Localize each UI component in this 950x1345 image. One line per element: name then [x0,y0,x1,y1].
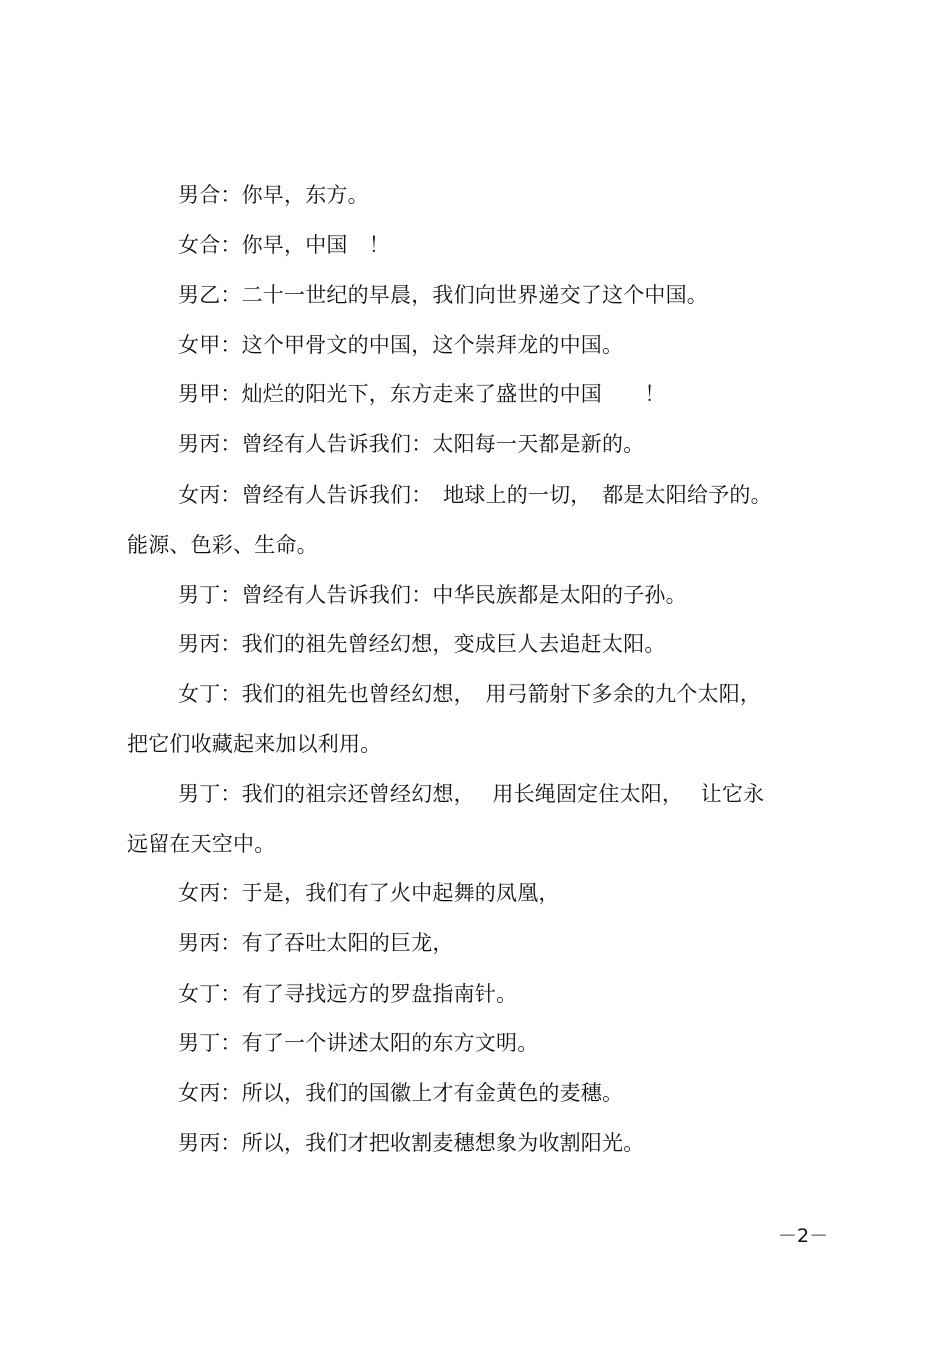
dialogue-line: 男丙：有了吞吐太阳的巨龙， [178,931,454,955]
dialogue-line: 女合：你早，中国 ！ [178,233,390,257]
dialogue-line: 女丁：有了寻找远方的罗盘指南针。 [178,982,518,1006]
dialogue-line: 男乙：二十一世纪的早晨，我们向世界递交了这个中国。 [178,283,708,307]
dialogue-line: 女丙：所以，我们的国徽上才有金黄色的麦穗。 [178,1081,624,1105]
dialogue-line: 男丙：所以，我们才把收割麦穗想象为收割阳光。 [178,1131,645,1155]
dialogue-line: 女甲：这个甲骨文的中国，这个崇拜龙的中国。 [178,333,624,357]
dialogue-line: 男合：你早，东方。 [178,183,369,207]
dialogue-line: 女丙：曾经有人告诉我们： 地球上的一切， 都是太阳给予的。 [178,483,772,507]
dialogue-line-continuation: 能源、色彩、生命。 [127,533,318,557]
dialogue-line: 男丁：有了一个讲述太阳的东方文明。 [178,1031,539,1055]
dialogue-line-continuation: 把它们收藏起来加以利用。 [127,732,382,756]
dialogue-line: 男丁：曾经有人告诉我们：中华民族都是太阳的子孙。 [178,583,687,607]
dialogue-line: 男丙：曾经有人告诉我们：太阳每一天都是新的。 [178,432,645,456]
dialogue-line: 男甲：灿烂的阳光下，东方走来了盛世的中国 ！ [178,382,666,406]
dialogue-line: 女丁：我们的祖先也曾经幻想， 用弓箭射下多余的九个太阳， [178,682,762,706]
page-number: －2－ [778,1225,829,1247]
dialogue-line: 男丙：我们的祖先曾经幻想，变成巨人去追赶太阳。 [178,632,666,656]
dialogue-line: 女丙：于是，我们有了火中起舞的凤凰， [178,881,560,905]
dialogue-line-continuation: 远留在天空中。 [127,832,276,856]
dialogue-line: 男丁：我们的祖宗还曾经幻想， 用长绳固定住太阳， 让它永 [178,782,765,806]
